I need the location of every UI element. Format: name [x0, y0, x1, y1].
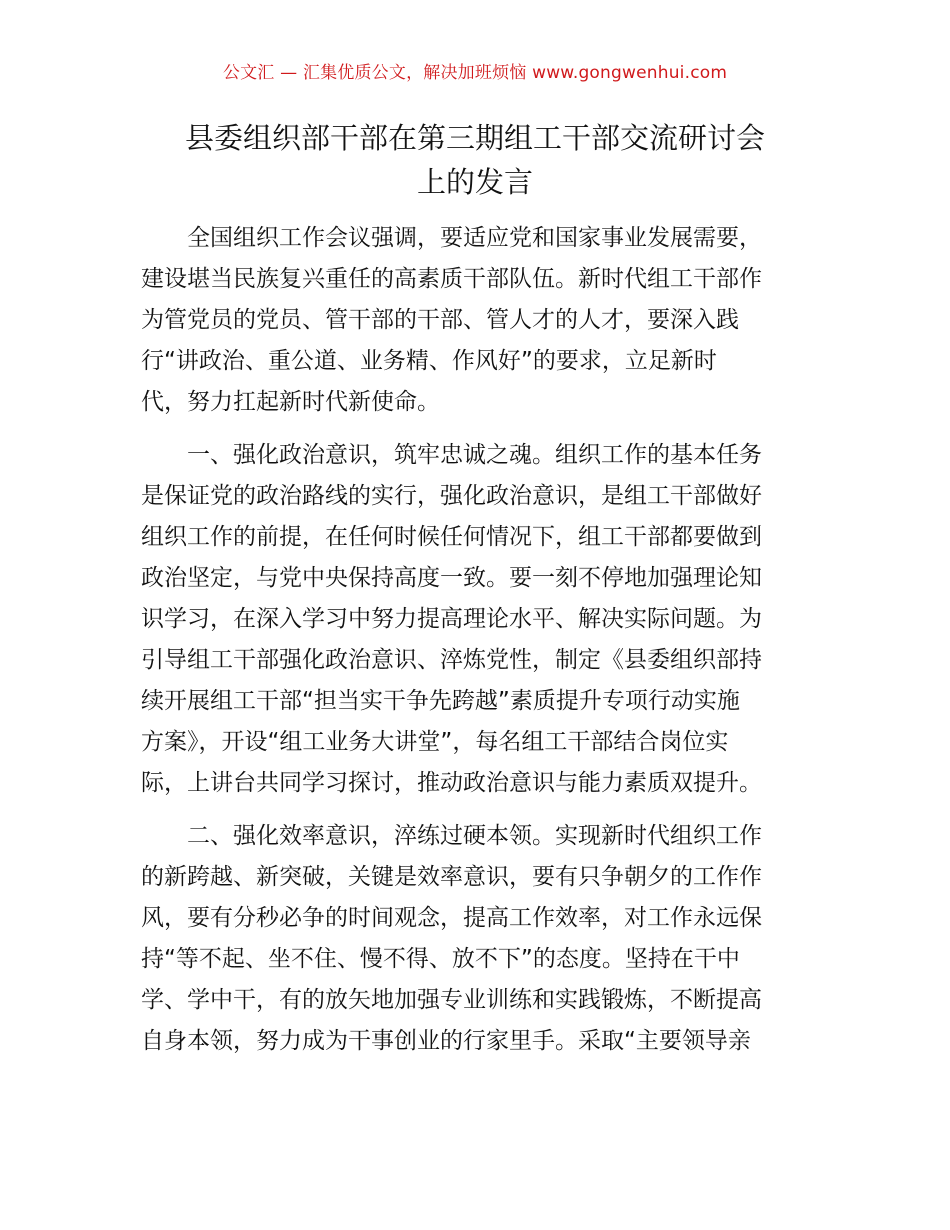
text-line: 代，努力扛起新时代新使命。 — [141, 389, 440, 415]
text-line: 为管党员的党员、管干部的干部、管人才的人才，要深入践 — [141, 307, 739, 333]
text-line: 续开展组工干部“担当实干争先跨越”素质提升专项行动实施 — [141, 688, 740, 714]
document-body — [141, 218, 811, 1062]
paragraph-section-1 — [141, 435, 811, 804]
title-line: 县委组织部干部在第三期组工干部交流研讨会 — [184, 121, 765, 155]
site-banner: 公文汇 — 汇集优质公文，解决加班烦恼 www.gongwenhui.com — [222, 63, 728, 83]
text-line: 学、学中干，有的放矢地加强专业训练和实践锻炼，不断提高 — [141, 987, 762, 1013]
text-line: 政治坚定，与党中央保持高度一致。要一刻不停地加强理论知 — [141, 565, 762, 591]
text-line: 方案》，开设“组工业务大讲堂”，每名组工干部结合岗位实 — [141, 729, 729, 755]
text-line: 引导组工干部强化政治意识、淬炼党性，制定《县委组织部持 — [141, 647, 762, 673]
text-line: 全国组织工作会议强调，要适应党和国家事业发展需要， — [187, 225, 762, 251]
text-line: 建设堪当民族复兴重任的高素质干部队伍。新时代组工干部作 — [141, 266, 762, 292]
text-line: 行“讲政治、重公道、业务精、作风好”的要求，立足新时 — [141, 348, 717, 374]
title-line: 上的发言 — [416, 165, 533, 199]
text-line: 一、强化政治意识，筑牢忠诚之魂。组织工作的基本任务 — [187, 442, 762, 468]
paragraph-section-2 — [141, 816, 811, 1062]
text-line: 二、强化效率意识，淬练过硬本领。实现新时代组织工作 — [187, 823, 762, 849]
text-line: 的新跨越、新突破，关键是效率意识，要有只争朝夕的工作作 — [141, 864, 762, 890]
text-line: 是保证党的政治路线的实行，强化政治意识，是组工干部做好 — [141, 483, 762, 509]
text-line: 识学习，在深入学习中努力提高理论水平、解决实际问题。为 — [141, 606, 762, 632]
text-line: 组织工作的前提，在任何时候任何情况下，组工干部都要做到 — [141, 524, 762, 550]
text-line: 持“等不起、坐不住、慢不得、放不下”的态度。坚持在干中 — [141, 946, 740, 972]
document-title — [100, 116, 850, 204]
text-line: 际，上讲台共同学习探讨，推动政治意识与能力素质双提升。 — [141, 770, 762, 796]
text-line: 自身本领，努力成为干事创业的行家里手。采取“主要领导亲 — [141, 1028, 751, 1054]
paragraph-intro — [141, 218, 811, 423]
text-line: 风，要有分秒必争的时间观念，提高工作效率，对工作永远保 — [141, 905, 762, 931]
